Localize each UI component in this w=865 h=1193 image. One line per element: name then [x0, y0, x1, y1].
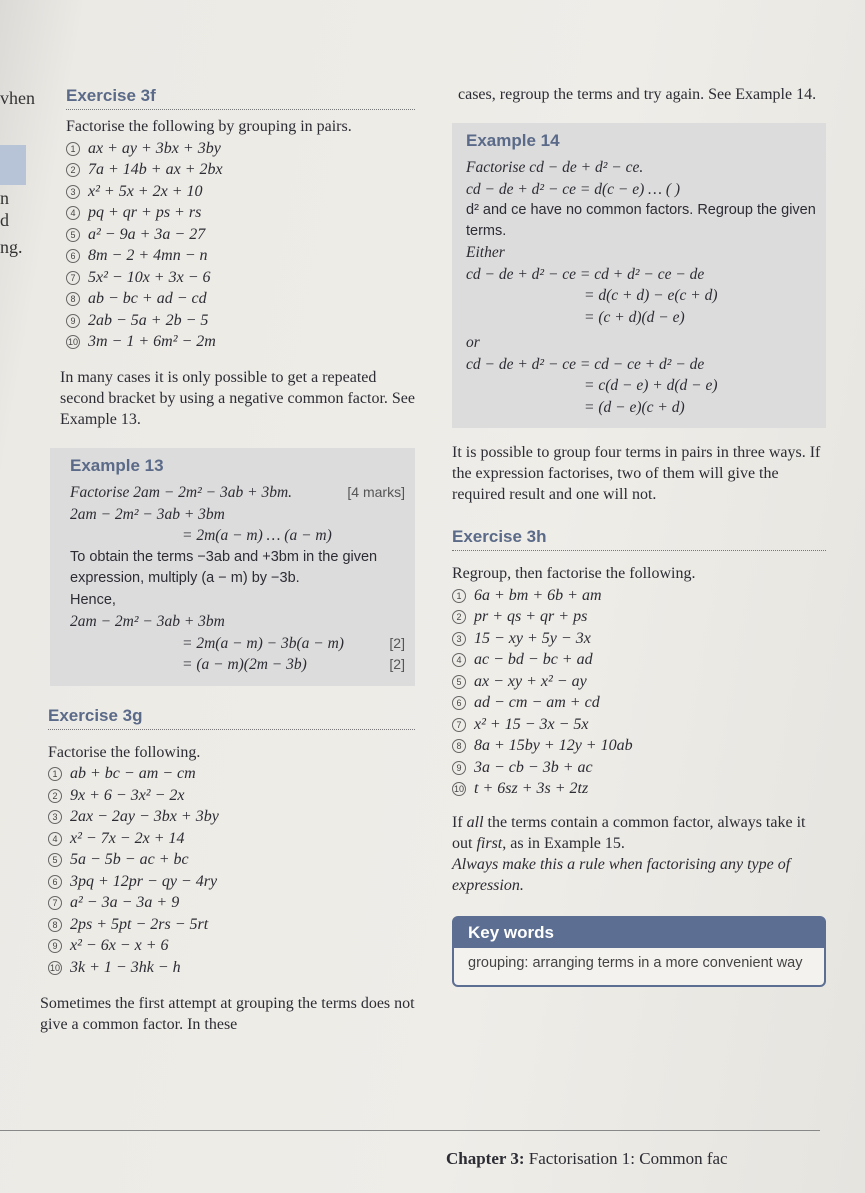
question-number: 8 — [66, 292, 80, 306]
exercise-3h-title: Exercise 3h — [452, 527, 826, 551]
exercise-question — [452, 779, 826, 801]
exercise-3f-title: Exercise 3f — [66, 86, 415, 110]
question-expression: 3m − 1 + 6m² − 2m — [88, 333, 216, 351]
example-14-prompt: Factorise cd − de + d² − ce. — [466, 159, 644, 176]
paragraph-rule: Always make this a rule when factorising any type of expression. — [452, 856, 791, 894]
question-number: 2 — [48, 789, 62, 803]
exercise-question — [66, 246, 415, 268]
example-13-marks: [4 marks] — [347, 484, 405, 500]
example-14-line: cd − de + d² − ce = cd − ce + d² − de — [466, 355, 705, 373]
question-expression: pq + qr + ps + rs — [88, 204, 202, 222]
question-number: 10 — [453, 784, 464, 795]
question-expression: 8m − 2 + 4mn − n — [88, 247, 208, 265]
exercise-question — [452, 628, 826, 650]
exercise-question — [48, 914, 415, 936]
margin-fragment: vhen — [0, 88, 35, 108]
example-14-line: = (d − e)(c + d) — [584, 398, 685, 416]
exercise-3g-intro: Factorise the following. — [48, 743, 201, 761]
question-number: 6 — [48, 875, 62, 889]
question-number: 1 — [66, 142, 80, 156]
question-expression: a² − 3a − 3a + 9 — [70, 894, 180, 912]
mark-label: [2] — [389, 634, 405, 651]
margin-tab — [0, 145, 26, 185]
example-14-line: = d(c + d) − e(c + d) — [584, 287, 718, 304]
question-number: 9 — [48, 939, 62, 953]
question-expression: 15 − xy + 5y − 3x — [474, 629, 591, 647]
question-expression: ax − xy + x² − ay — [474, 672, 587, 690]
exercise-question — [452, 757, 826, 779]
example-14-either: Either — [466, 244, 505, 261]
question-number: 8 — [48, 918, 62, 932]
question-number: 6 — [452, 696, 466, 710]
exercise-question — [66, 267, 415, 289]
paragraph-cases: cases, regroup the terms and try again. See Example 14. — [458, 86, 817, 103]
example-13-prompt: Factorise 2am − 2m² − 3ab + 3bm. — [70, 484, 293, 501]
exercise-question — [48, 807, 415, 829]
question-expression: 6a + bm + 6b + am — [474, 586, 602, 604]
question-expression: x² − 6x − x + 6 — [70, 937, 169, 955]
example-14-line: cd − de + d² − ce = d(c − e) … ( ) — [466, 180, 681, 198]
question-number: 5 — [452, 675, 466, 689]
exercise-question — [66, 310, 415, 332]
question-number: 3 — [66, 185, 80, 199]
exercise-3g-list — [48, 764, 415, 979]
question-expression: 3pq + 12pr − qy − 4ry — [70, 872, 218, 890]
margin-fragment: ng. — [0, 237, 23, 257]
exercise-3f-intro: Factorise the following by grouping in pairs. — [66, 118, 352, 135]
exercise-3h-list — [452, 585, 826, 800]
exercise-question — [66, 224, 415, 246]
exercise-question — [66, 138, 415, 160]
question-expression: 8a + 15by + 12y + 10ab — [474, 737, 633, 755]
example-14-line: = c(d − e) + d(d − e) — [584, 377, 718, 394]
exercise-question — [452, 607, 826, 629]
question-number: 1 — [452, 589, 466, 603]
chapter-footer — [446, 1149, 728, 1169]
question-expression: 5a − 5b − ac + bc — [70, 851, 189, 869]
exercise-question — [48, 936, 415, 958]
question-expression: x² + 5x + 2x + 10 — [88, 182, 203, 200]
exercise-question — [452, 671, 826, 693]
footer-rule — [0, 1130, 820, 1131]
question-expression: x² − 7x − 2x + 14 — [70, 829, 185, 847]
right-column — [452, 84, 826, 987]
question-expression: 2ab − 5a + 2b − 5 — [88, 311, 209, 329]
question-expression: ab − bc + ad − cd — [88, 290, 207, 308]
exercise-question — [66, 181, 415, 203]
question-number: 4 — [452, 653, 466, 667]
example-13-title: Example 13 — [70, 456, 164, 475]
question-number: 9 — [452, 761, 466, 775]
question-expression: ac − bd − bc + ad — [474, 651, 593, 669]
question-expression: 7a + 14b + ax + 2bx — [88, 161, 223, 179]
question-number: 2 — [66, 163, 80, 177]
example-14-explanation: d² and ce have no common factors. Regroup the given terms. — [466, 202, 816, 239]
example-14-or: or — [466, 334, 480, 351]
margin-fragment: d — [0, 210, 9, 230]
question-expression: ad − cm − am + cd — [474, 694, 600, 712]
exercise-3f-list — [66, 138, 415, 353]
exercise-question — [452, 714, 826, 736]
question-expression: 2ps + 5pt − 2rs − 5rt — [70, 915, 209, 933]
question-number: 3 — [452, 632, 466, 646]
example-13-line: = 2m(a − m) … (a − m) — [182, 527, 332, 544]
question-number: 7 — [48, 896, 62, 910]
left-column — [40, 86, 415, 1035]
question-number: 8 — [452, 739, 466, 753]
question-expression: t + 6sz + 3s + 2tz — [474, 780, 589, 798]
example-13-line: = (a − m)(2m − 3b) — [182, 656, 307, 673]
question-expression: 3k + 1 − 3hk − h — [70, 958, 181, 976]
margin-fragment: n — [0, 188, 9, 208]
example-14-line: = (c + d)(d − e) — [584, 308, 685, 326]
exercise-question — [48, 764, 415, 786]
exercise-3h-intro: Regroup, then factorise the following. — [452, 565, 696, 582]
exercise-question — [452, 585, 826, 607]
paragraph-sometimes: Sometimes the first attempt at grouping the terms does not give a common factor. In these — [40, 994, 415, 1033]
question-expression: x² + 15 − 3x − 5x — [474, 715, 589, 733]
exercise-question — [452, 693, 826, 715]
example-13-line: = 2m(a − m) − 3b(a − m) — [182, 634, 344, 652]
question-expression: ab + bc − am − cm — [70, 765, 196, 783]
question-number: 5 — [66, 228, 80, 242]
exercise-question — [66, 203, 415, 225]
question-number: 3 — [48, 810, 62, 824]
question-number: 7 — [452, 718, 466, 732]
exercise-question — [48, 871, 415, 893]
example-14-box — [452, 123, 826, 428]
question-number: 4 — [48, 832, 62, 846]
question-number: 1 — [48, 767, 62, 781]
question-number: 9 — [66, 314, 80, 328]
question-expression: ax + ay + 3bx + 3by — [88, 139, 221, 157]
example-14-line: cd − de + d² − ce = cd + d² − ce − de — [466, 265, 705, 283]
question-number: 7 — [66, 271, 80, 285]
paragraph-negative-factor: In many cases it is only possible to get a repeated second bracket by using a negative common factor. See Example 13. — [60, 369, 415, 428]
mark-label: [2] — [389, 656, 405, 672]
exercise-question — [48, 957, 415, 979]
question-expression: 5x² − 10x + 3x − 6 — [88, 268, 211, 286]
example-13-box — [50, 448, 415, 686]
exercise-question — [452, 650, 826, 672]
exercise-3g-title: Exercise 3g — [48, 706, 415, 730]
example-13-explanation: To obtain the terms −3ab and +3bm in the given expression, multiply (a − m) by −3b. — [70, 548, 378, 586]
exercise-question — [48, 828, 415, 850]
exercise-question — [48, 850, 415, 872]
question-expression: 3a − cb − 3b + ac — [474, 758, 593, 776]
example-13-line: 2am − 2m² − 3ab + 3bm — [70, 613, 225, 630]
question-number: 10 — [67, 337, 78, 348]
example-14-title: Example 14 — [466, 131, 560, 150]
question-expression: pr + qs + qr + ps — [474, 608, 588, 626]
exercise-question — [66, 332, 415, 354]
exercise-question — [452, 736, 826, 758]
question-number: 10 — [49, 962, 60, 973]
question-number: 4 — [66, 206, 80, 220]
example-13-line: 2am − 2m² − 3ab + 3bm — [70, 505, 225, 523]
question-expression: a² − 9a + 3a − 27 — [88, 225, 206, 243]
paragraph-group-three-ways: It is possible to group four terms in pairs in three ways. If the expression factorises, two of them will give the required result and one will not. — [452, 444, 821, 503]
chapter-number: Chapter 3: — [446, 1149, 525, 1168]
exercise-question — [48, 785, 415, 807]
exercise-question — [66, 289, 415, 311]
key-words-definition: grouping: arranging terms in a more convenient way — [468, 955, 803, 971]
key-words-box — [452, 916, 826, 987]
chapter-title: Factorisation 1: Common fac — [528, 1149, 728, 1168]
paragraph-common-factor: If all the terms contain a common factor, always take it out first, as in Example 15. — [452, 814, 806, 852]
example-13-hence: Hence, — [70, 591, 116, 608]
question-number: 6 — [66, 249, 80, 263]
key-words-title: Key words — [454, 918, 824, 948]
exercise-question — [48, 893, 415, 915]
question-number: 2 — [452, 610, 466, 624]
question-expression: 2ax − 2ay − 3bx + 3by — [70, 808, 219, 826]
question-number: 5 — [48, 853, 62, 867]
question-expression: 9x + 6 − 3x² − 2x — [70, 786, 185, 804]
exercise-question — [66, 160, 415, 182]
